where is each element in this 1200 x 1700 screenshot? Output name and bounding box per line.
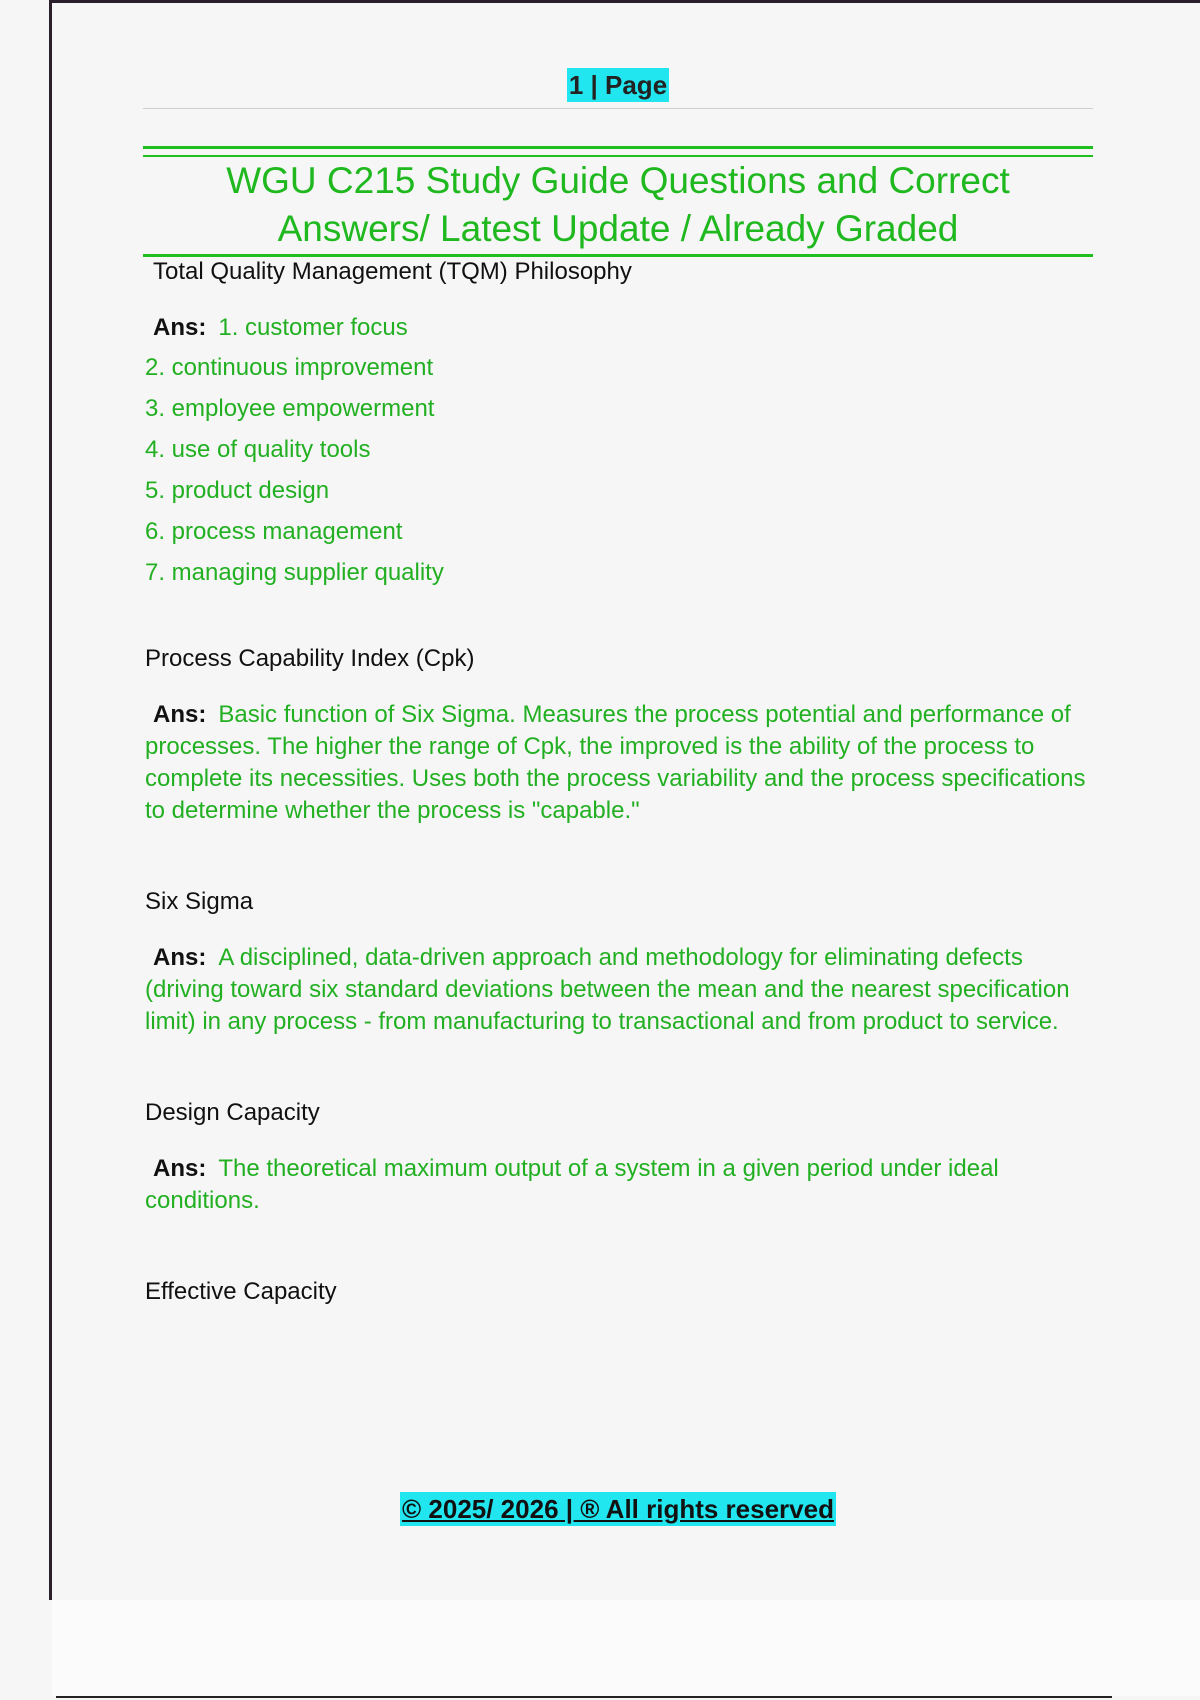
answer-label: Ans: xyxy=(153,314,207,341)
answer-list-item: 4. use of quality tools xyxy=(145,436,371,463)
page-left-border xyxy=(49,0,52,1600)
answer-list xyxy=(145,347,1090,593)
page-bottom-border xyxy=(56,1696,1112,1698)
title-line-2: Answers/ Latest Update / Already Graded xyxy=(277,208,959,249)
answer-text xyxy=(145,699,1090,827)
answer-text xyxy=(145,1153,1090,1217)
answer-label: Ans: xyxy=(153,701,207,728)
answer-text xyxy=(145,312,1090,344)
question-text: Six Sigma xyxy=(145,888,254,915)
answer-body: A disciplined, data-driven approach and methodology for eliminating defects (driving toward six standard deviations between the mean and the nearest specification limit) in any process - from manufacturing to transactional and from product to service. xyxy=(145,944,1070,1035)
qa-item-cpk xyxy=(145,641,1090,827)
answer-body: Basic function of Six Sigma. Measures the process potential and performance of processes. The higher the range of Cpk, the improved is the ability of the process to complete its necessities. Uses both the process variability and the process specifications to determine whether the process is "capable." xyxy=(145,701,1086,824)
copyright-notice: © 2025/ 2026 | ® All rights reserved xyxy=(402,1494,834,1524)
answer-list-item: 5. product design xyxy=(145,477,330,504)
title-rule-top xyxy=(143,146,1093,149)
answer-text xyxy=(145,942,1090,1038)
page-top-border xyxy=(49,0,1200,3)
qa-content xyxy=(145,254,1090,1310)
page-footer xyxy=(143,1492,1093,1526)
answer-list-item: 6. process management xyxy=(145,518,403,545)
question-text: Effective Capacity xyxy=(145,1278,337,1305)
page-header xyxy=(143,68,1093,102)
answer-body: The theoretical maximum output of a system in a given period under ideal conditions. xyxy=(145,1155,999,1214)
qa-item-design-capacity xyxy=(145,1095,1090,1217)
answer-list-item: 7. managing supplier quality xyxy=(145,559,444,586)
qa-item-six-sigma xyxy=(145,884,1090,1038)
qa-item-tqm xyxy=(145,254,1090,593)
answer-label: Ans: xyxy=(153,944,207,971)
answer-list-item: 3. employee empowerment xyxy=(145,395,435,422)
qa-item-effective-capacity xyxy=(145,1274,1090,1310)
answer-list-item: 2. continuous improvement xyxy=(145,354,434,381)
question-text: Design Capacity xyxy=(145,1099,320,1126)
answer-label: Ans: xyxy=(153,1155,207,1182)
document-title xyxy=(143,157,1093,253)
answer-list-item: 1. customer focus xyxy=(218,314,408,341)
question-text: Total Quality Management (TQM) Philosophy xyxy=(153,258,632,285)
title-line-1: WGU C215 Study Guide Questions and Correct xyxy=(226,160,1010,201)
page-number: 1 | Page xyxy=(568,70,668,100)
header-divider xyxy=(143,108,1093,109)
page-lower-margin xyxy=(52,1600,1200,1696)
question-text: Process Capability Index (Cpk) xyxy=(145,645,475,672)
